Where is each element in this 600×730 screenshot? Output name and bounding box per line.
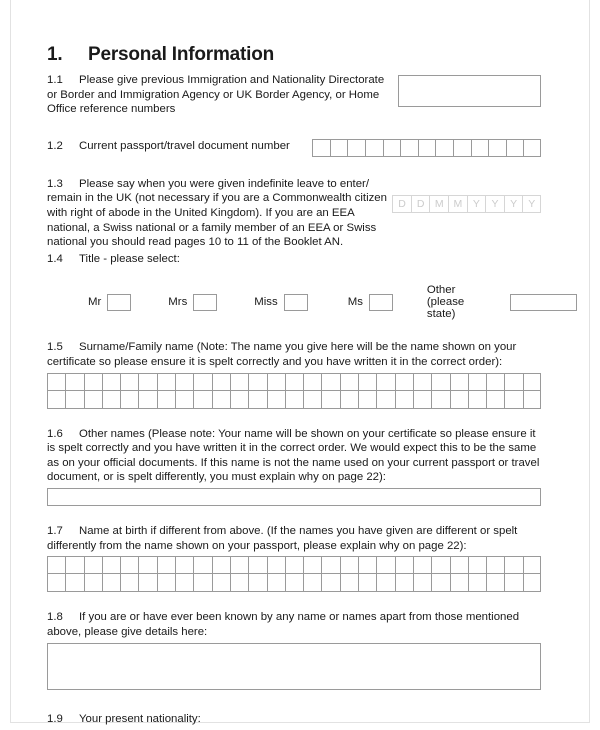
char-cell[interactable] bbox=[431, 574, 449, 592]
char-cell[interactable] bbox=[193, 373, 211, 391]
title-checkbox-mrs[interactable] bbox=[193, 294, 217, 311]
char-cell[interactable] bbox=[157, 574, 175, 592]
char-cell[interactable] bbox=[102, 574, 120, 592]
char-cell[interactable] bbox=[84, 391, 102, 409]
question-1-4-label: Title - please select: bbox=[79, 252, 180, 265]
char-cell[interactable] bbox=[175, 574, 193, 592]
question-1-8-label: If you are or have ever been known by any name or names apart from those mentioned above, please give details here: bbox=[47, 611, 520, 638]
char-cell[interactable] bbox=[340, 391, 358, 409]
char-cell[interactable] bbox=[340, 373, 358, 391]
char-cell[interactable] bbox=[138, 391, 156, 409]
char-cell[interactable] bbox=[120, 373, 138, 391]
char-cell[interactable] bbox=[84, 574, 102, 592]
title-option-miss[interactable] bbox=[254, 294, 307, 311]
question-1-4 bbox=[47, 252, 541, 267]
char-cell[interactable] bbox=[504, 391, 522, 409]
section-number: 1. bbox=[47, 44, 63, 65]
char-cell[interactable] bbox=[230, 373, 248, 391]
name-at-birth-input-grid[interactable] bbox=[47, 556, 541, 592]
char-cell[interactable] bbox=[376, 556, 394, 574]
question-1-2 bbox=[47, 139, 541, 157]
question-1-2-text-block bbox=[47, 139, 290, 154]
section-heading bbox=[47, 44, 541, 66]
char-cell[interactable] bbox=[157, 373, 175, 391]
char-cell[interactable] bbox=[248, 574, 266, 592]
char-cell[interactable] bbox=[450, 556, 468, 574]
char-cell[interactable] bbox=[212, 556, 230, 574]
char-cell[interactable] bbox=[358, 574, 376, 592]
question-1-7-number: 1.7 bbox=[47, 524, 63, 537]
char-cell[interactable] bbox=[400, 139, 418, 157]
char-cell[interactable] bbox=[285, 574, 303, 592]
date-cell-month-1[interactable]: M bbox=[429, 195, 448, 213]
reference-numbers-input[interactable] bbox=[398, 75, 541, 107]
char-cell[interactable] bbox=[413, 391, 431, 409]
char-cell[interactable] bbox=[303, 574, 321, 592]
char-cell[interactable] bbox=[450, 373, 468, 391]
char-cell[interactable] bbox=[523, 574, 541, 592]
question-1-6-number: 1.6 bbox=[47, 427, 63, 440]
char-cell[interactable] bbox=[47, 556, 65, 574]
char-cell[interactable] bbox=[65, 556, 83, 574]
form-content bbox=[47, 44, 541, 730]
title-checkbox-mr[interactable] bbox=[107, 294, 131, 311]
question-1-2-label: Current passport/travel document number bbox=[79, 139, 290, 152]
char-cell[interactable] bbox=[65, 373, 83, 391]
title-option-other bbox=[427, 284, 577, 320]
title-option-mr-label: Mr bbox=[88, 296, 102, 309]
char-cell[interactable] bbox=[193, 574, 211, 592]
question-1-9-label: Your present nationality: bbox=[79, 713, 201, 726]
char-cell[interactable] bbox=[330, 139, 348, 157]
other-known-names-textarea[interactable] bbox=[47, 643, 541, 690]
char-cell[interactable] bbox=[84, 373, 102, 391]
char-cell[interactable] bbox=[248, 556, 266, 574]
char-cell[interactable] bbox=[395, 574, 413, 592]
char-cell[interactable] bbox=[358, 556, 376, 574]
question-1-1-number: 1.1 bbox=[47, 74, 63, 86]
question-1-1 bbox=[47, 73, 541, 117]
char-cell[interactable] bbox=[285, 391, 303, 409]
char-cell[interactable] bbox=[157, 556, 175, 574]
char-cell[interactable] bbox=[431, 373, 449, 391]
char-cell[interactable] bbox=[358, 391, 376, 409]
name-at-birth-grid-row-2[interactable] bbox=[47, 574, 541, 592]
other-names-input[interactable] bbox=[47, 488, 541, 506]
char-cell[interactable] bbox=[267, 391, 285, 409]
question-1-1-text-block bbox=[47, 73, 387, 117]
char-cell[interactable] bbox=[65, 391, 83, 409]
title-option-ms[interactable] bbox=[348, 294, 393, 311]
char-cell[interactable] bbox=[347, 139, 365, 157]
title-options-row bbox=[47, 284, 541, 320]
char-cell[interactable] bbox=[212, 373, 230, 391]
char-cell[interactable] bbox=[303, 556, 321, 574]
char-cell[interactable] bbox=[376, 574, 394, 592]
char-cell[interactable] bbox=[486, 574, 504, 592]
char-cell[interactable] bbox=[523, 391, 541, 409]
char-cell[interactable] bbox=[523, 139, 541, 157]
question-1-4-number: 1.4 bbox=[47, 252, 63, 265]
char-cell[interactable] bbox=[212, 391, 230, 409]
char-cell[interactable] bbox=[193, 391, 211, 409]
char-cell[interactable] bbox=[47, 391, 65, 409]
title-option-miss-label: Miss bbox=[254, 296, 278, 309]
question-1-9-number: 1.9 bbox=[47, 713, 63, 726]
char-cell[interactable] bbox=[65, 574, 83, 592]
char-cell[interactable] bbox=[413, 574, 431, 592]
char-cell[interactable] bbox=[230, 556, 248, 574]
char-cell[interactable] bbox=[523, 556, 541, 574]
char-cell[interactable] bbox=[248, 373, 266, 391]
date-cell-day-2[interactable]: D bbox=[411, 195, 430, 213]
passport-number-input[interactable] bbox=[312, 139, 541, 157]
char-cell[interactable] bbox=[120, 556, 138, 574]
char-cell[interactable] bbox=[365, 139, 383, 157]
char-cell[interactable] bbox=[468, 373, 486, 391]
char-cell[interactable] bbox=[340, 556, 358, 574]
char-cell[interactable] bbox=[321, 391, 339, 409]
char-cell[interactable] bbox=[102, 391, 120, 409]
date-cell-year-1[interactable]: Y bbox=[467, 195, 486, 213]
title-option-ms-label: Ms bbox=[347, 296, 363, 309]
char-cell[interactable] bbox=[358, 373, 376, 391]
title-other-input[interactable] bbox=[510, 294, 577, 311]
question-1-6-label: Other names (Please note: Your name will be shown on your certificate so please ensure it is spelt correctly and you have written it in the correct order. We would expect this to be the same as on your official documents. If this name is not the name used on your current passport or travel document, or is spelt differently, you must explain why on page 22): bbox=[47, 427, 540, 484]
name-at-birth-grid-row-1[interactable] bbox=[47, 556, 541, 574]
char-cell[interactable] bbox=[138, 373, 156, 391]
char-cell[interactable] bbox=[413, 556, 431, 574]
char-cell[interactable] bbox=[138, 556, 156, 574]
char-cell[interactable] bbox=[47, 574, 65, 592]
char-cell[interactable] bbox=[376, 391, 394, 409]
title-option-mr[interactable] bbox=[88, 294, 131, 311]
char-cell[interactable] bbox=[267, 373, 285, 391]
char-cell[interactable] bbox=[248, 391, 266, 409]
char-cell[interactable] bbox=[267, 574, 285, 592]
char-cell[interactable] bbox=[504, 373, 522, 391]
question-1-3-text-block bbox=[47, 177, 387, 250]
question-1-3-label: Please say when you were given indefinite leave to enter/ remain in the UK (not necessary if you are a Commonwealth citizen with right of abode in the United Kingdom). If you are an EEA national, a Swiss national or a family member of an EEA or Swiss national you should read pages 10 to 11 of the Booklet AN. bbox=[47, 177, 387, 249]
question-1-5-label: Surname/Family name (Note: The name you give here will be the name shown on your certificate so please ensure it is spelt correctly and you have written it in the correct order): bbox=[47, 341, 517, 368]
char-cell[interactable] bbox=[193, 556, 211, 574]
surname-grid-row-2[interactable] bbox=[47, 391, 541, 409]
question-1-3-number: 1.3 bbox=[47, 177, 63, 190]
question-1-7 bbox=[47, 524, 541, 553]
char-cell[interactable] bbox=[138, 574, 156, 592]
char-cell[interactable] bbox=[431, 391, 449, 409]
char-cell[interactable] bbox=[504, 574, 522, 592]
char-cell[interactable] bbox=[102, 556, 120, 574]
char-cell[interactable] bbox=[413, 373, 431, 391]
char-cell[interactable] bbox=[120, 574, 138, 592]
char-cell[interactable] bbox=[418, 139, 436, 157]
question-1-2-number: 1.2 bbox=[47, 139, 63, 152]
char-cell[interactable] bbox=[303, 373, 321, 391]
char-cell[interactable] bbox=[230, 391, 248, 409]
char-cell[interactable] bbox=[395, 391, 413, 409]
char-cell[interactable] bbox=[340, 574, 358, 592]
char-cell[interactable] bbox=[321, 574, 339, 592]
char-cell[interactable] bbox=[471, 139, 489, 157]
title-option-mrs-label: Mrs bbox=[168, 296, 188, 309]
char-cell[interactable] bbox=[395, 556, 413, 574]
char-cell[interactable] bbox=[175, 391, 193, 409]
char-cell[interactable] bbox=[486, 391, 504, 409]
date-cell-year-4[interactable]: Y bbox=[522, 195, 541, 213]
date-cell-year-2[interactable]: Y bbox=[485, 195, 504, 213]
question-1-8 bbox=[47, 610, 541, 639]
question-1-8-number: 1.8 bbox=[47, 611, 63, 624]
date-cell-year-3[interactable]: Y bbox=[504, 195, 523, 213]
question-1-9 bbox=[47, 712, 541, 727]
char-cell[interactable] bbox=[285, 373, 303, 391]
title-option-mrs[interactable] bbox=[168, 294, 217, 311]
title-checkbox-miss[interactable] bbox=[284, 294, 308, 311]
char-cell[interactable] bbox=[376, 373, 394, 391]
date-cell-month-2[interactable]: M bbox=[448, 195, 467, 213]
char-cell[interactable] bbox=[267, 556, 285, 574]
char-cell[interactable] bbox=[84, 556, 102, 574]
char-cell[interactable] bbox=[212, 574, 230, 592]
char-cell[interactable] bbox=[431, 556, 449, 574]
char-cell[interactable] bbox=[468, 391, 486, 409]
char-cell[interactable] bbox=[102, 373, 120, 391]
char-cell[interactable] bbox=[383, 139, 401, 157]
char-cell[interactable] bbox=[504, 556, 522, 574]
char-cell[interactable] bbox=[312, 139, 330, 157]
char-cell[interactable] bbox=[488, 139, 506, 157]
char-cell[interactable] bbox=[285, 556, 303, 574]
question-1-7-label: Name at birth if different from above. (If the names you have given are different or spelt differently from the name shown on your passport, please explain why on page 22): bbox=[47, 524, 518, 552]
char-cell[interactable] bbox=[175, 373, 193, 391]
char-cell[interactable] bbox=[321, 373, 339, 391]
char-cell[interactable] bbox=[523, 373, 541, 391]
char-cell[interactable] bbox=[157, 391, 175, 409]
char-cell[interactable] bbox=[303, 391, 321, 409]
surname-grid-row-1[interactable] bbox=[47, 373, 541, 391]
char-cell[interactable] bbox=[230, 574, 248, 592]
char-cell[interactable] bbox=[175, 556, 193, 574]
char-cell[interactable] bbox=[321, 556, 339, 574]
char-cell[interactable] bbox=[468, 574, 486, 592]
date-cell-day-1[interactable]: D bbox=[392, 195, 411, 213]
surname-input-grid[interactable] bbox=[47, 373, 541, 409]
char-cell[interactable] bbox=[453, 139, 471, 157]
title-option-other-label: Other (please state) bbox=[426, 284, 465, 321]
section-title: Personal Information bbox=[88, 44, 275, 65]
question-1-1-label: Please give previous Immigration and Nationality Directorate or Border and Immigration Agency or UK Border Agency, or Home Office reference numbers bbox=[47, 74, 385, 116]
char-cell[interactable] bbox=[47, 373, 65, 391]
char-cell[interactable] bbox=[486, 373, 504, 391]
question-1-5 bbox=[47, 340, 541, 369]
char-cell[interactable] bbox=[435, 139, 453, 157]
question-1-3 bbox=[47, 177, 541, 250]
char-cell[interactable] bbox=[450, 391, 468, 409]
question-1-5-number: 1.5 bbox=[47, 341, 63, 354]
char-cell[interactable] bbox=[506, 139, 524, 157]
char-cell[interactable] bbox=[450, 574, 468, 592]
title-checkbox-ms[interactable] bbox=[369, 294, 393, 311]
indefinite-leave-date-input[interactable] bbox=[392, 195, 541, 213]
char-cell[interactable] bbox=[486, 556, 504, 574]
char-cell[interactable] bbox=[120, 391, 138, 409]
question-1-6 bbox=[47, 427, 541, 485]
char-cell[interactable] bbox=[395, 373, 413, 391]
char-cell[interactable] bbox=[468, 556, 486, 574]
